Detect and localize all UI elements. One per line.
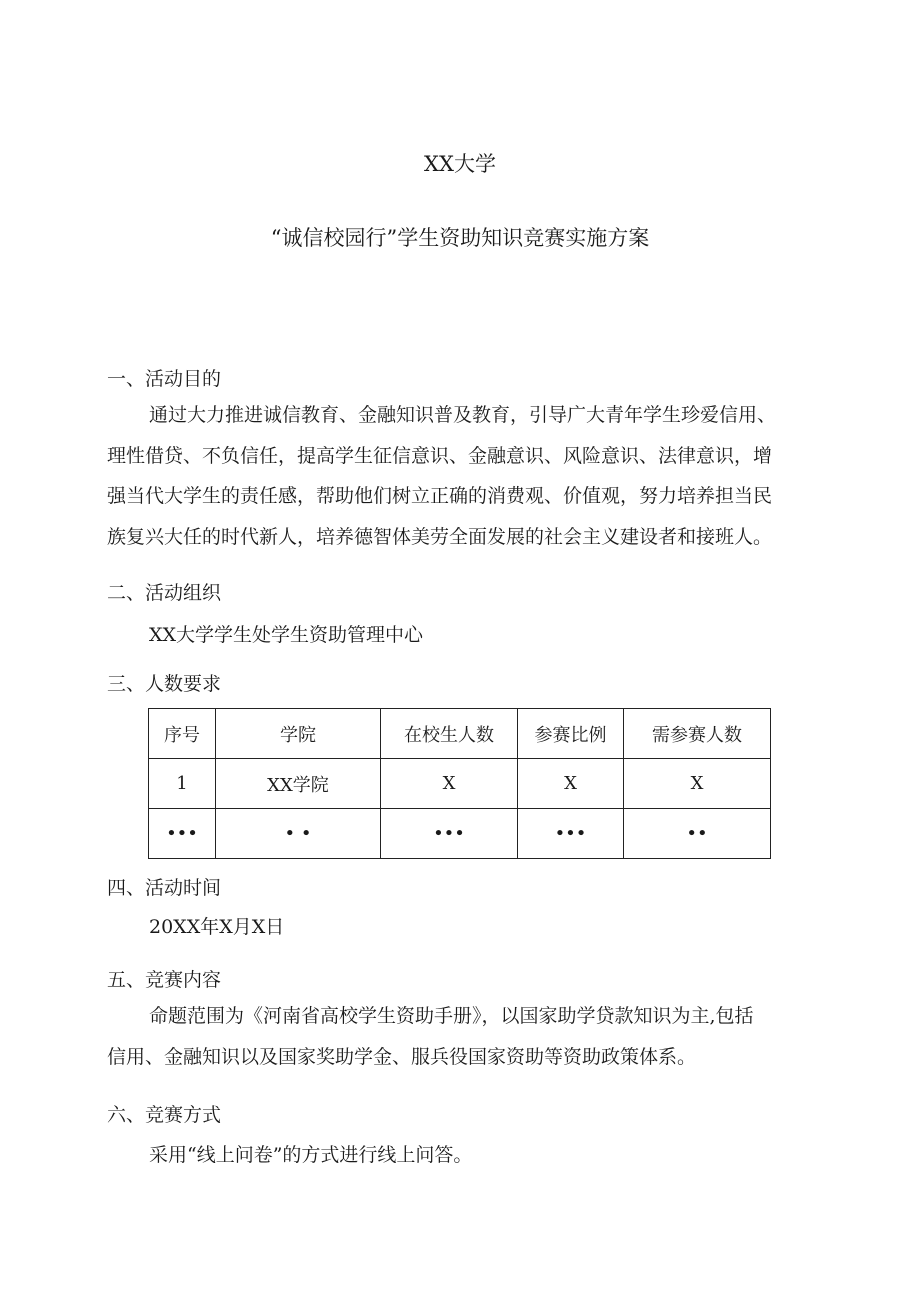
document-title: “诚信校园行”学生资助知识竞赛实施方案: [270, 226, 650, 250]
table-header-cell: 在校生人数: [381, 709, 518, 759]
table-row: [149, 759, 771, 809]
table-cell: •••: [149, 809, 216, 859]
section-organizer-heading: 二、活动组织: [107, 582, 222, 604]
section-purpose-paragraph: [107, 395, 823, 557]
paragraph-line: 命题范围为《河南省高校学生资助手册》，以国家助学贷款知识为主,包括: [149, 1005, 754, 1027]
method-text: 采用“线上问卷”的方式进行线上问答。: [149, 1144, 473, 1166]
section-method-heading: 六、竞赛方式: [107, 1104, 222, 1126]
table-cell: 1: [149, 759, 216, 809]
paragraph-line: 信用、金融知识以及国家奖助学金、服兵役国家资助等资助政策体系。: [107, 1045, 697, 1068]
table-header-cell: 参赛比例: [518, 709, 624, 759]
table-header-row: [149, 709, 771, 759]
section-time-heading: 四、活动时间: [107, 877, 222, 899]
section-content-paragraph: [107, 996, 823, 1077]
section-content-heading: 五、竞赛内容: [107, 969, 222, 991]
table-cell: ••: [624, 809, 771, 859]
table-header-cell: 序号: [149, 709, 216, 759]
table-cell: X: [624, 759, 771, 809]
table-row: [149, 809, 771, 859]
table-cell: •••: [381, 809, 518, 859]
organizer-text: XX大学学生处学生资助管理中心: [149, 624, 424, 646]
paragraph-line: 强当代大学生的责任感，帮助他们树立正确的消费观、价值观，努力培养担当民: [107, 485, 773, 507]
quota-table: [148, 708, 771, 859]
section-quota-heading: 三、人数要求: [107, 673, 222, 695]
table-cell: • •: [216, 809, 381, 859]
university-name: XX大学: [424, 152, 496, 176]
paragraph-line: 理性借贷、不负信任，提高学生征信意识、金融意识、风险意识、法律意识，增: [107, 444, 773, 467]
table-header-cell: 需参赛人数: [624, 709, 771, 759]
time-text: 20XX年X月X日: [149, 916, 285, 938]
table-cell: X: [518, 759, 624, 809]
table-cell: XX学院: [216, 759, 381, 809]
table-cell: •••: [518, 809, 624, 859]
section-purpose-heading: 一、活动目的: [107, 368, 222, 390]
paragraph-line: 通过大力推进诚信教育、金融知识普及教育，引导广大青年学生珍爱信用、: [149, 404, 777, 426]
paragraph-line: 族复兴大任的时代新人，培养德智体美劳全面发展的社会主义建设者和接班人。: [107, 525, 773, 548]
table-header-cell: 学院: [216, 709, 381, 759]
table-cell: X: [381, 759, 518, 809]
